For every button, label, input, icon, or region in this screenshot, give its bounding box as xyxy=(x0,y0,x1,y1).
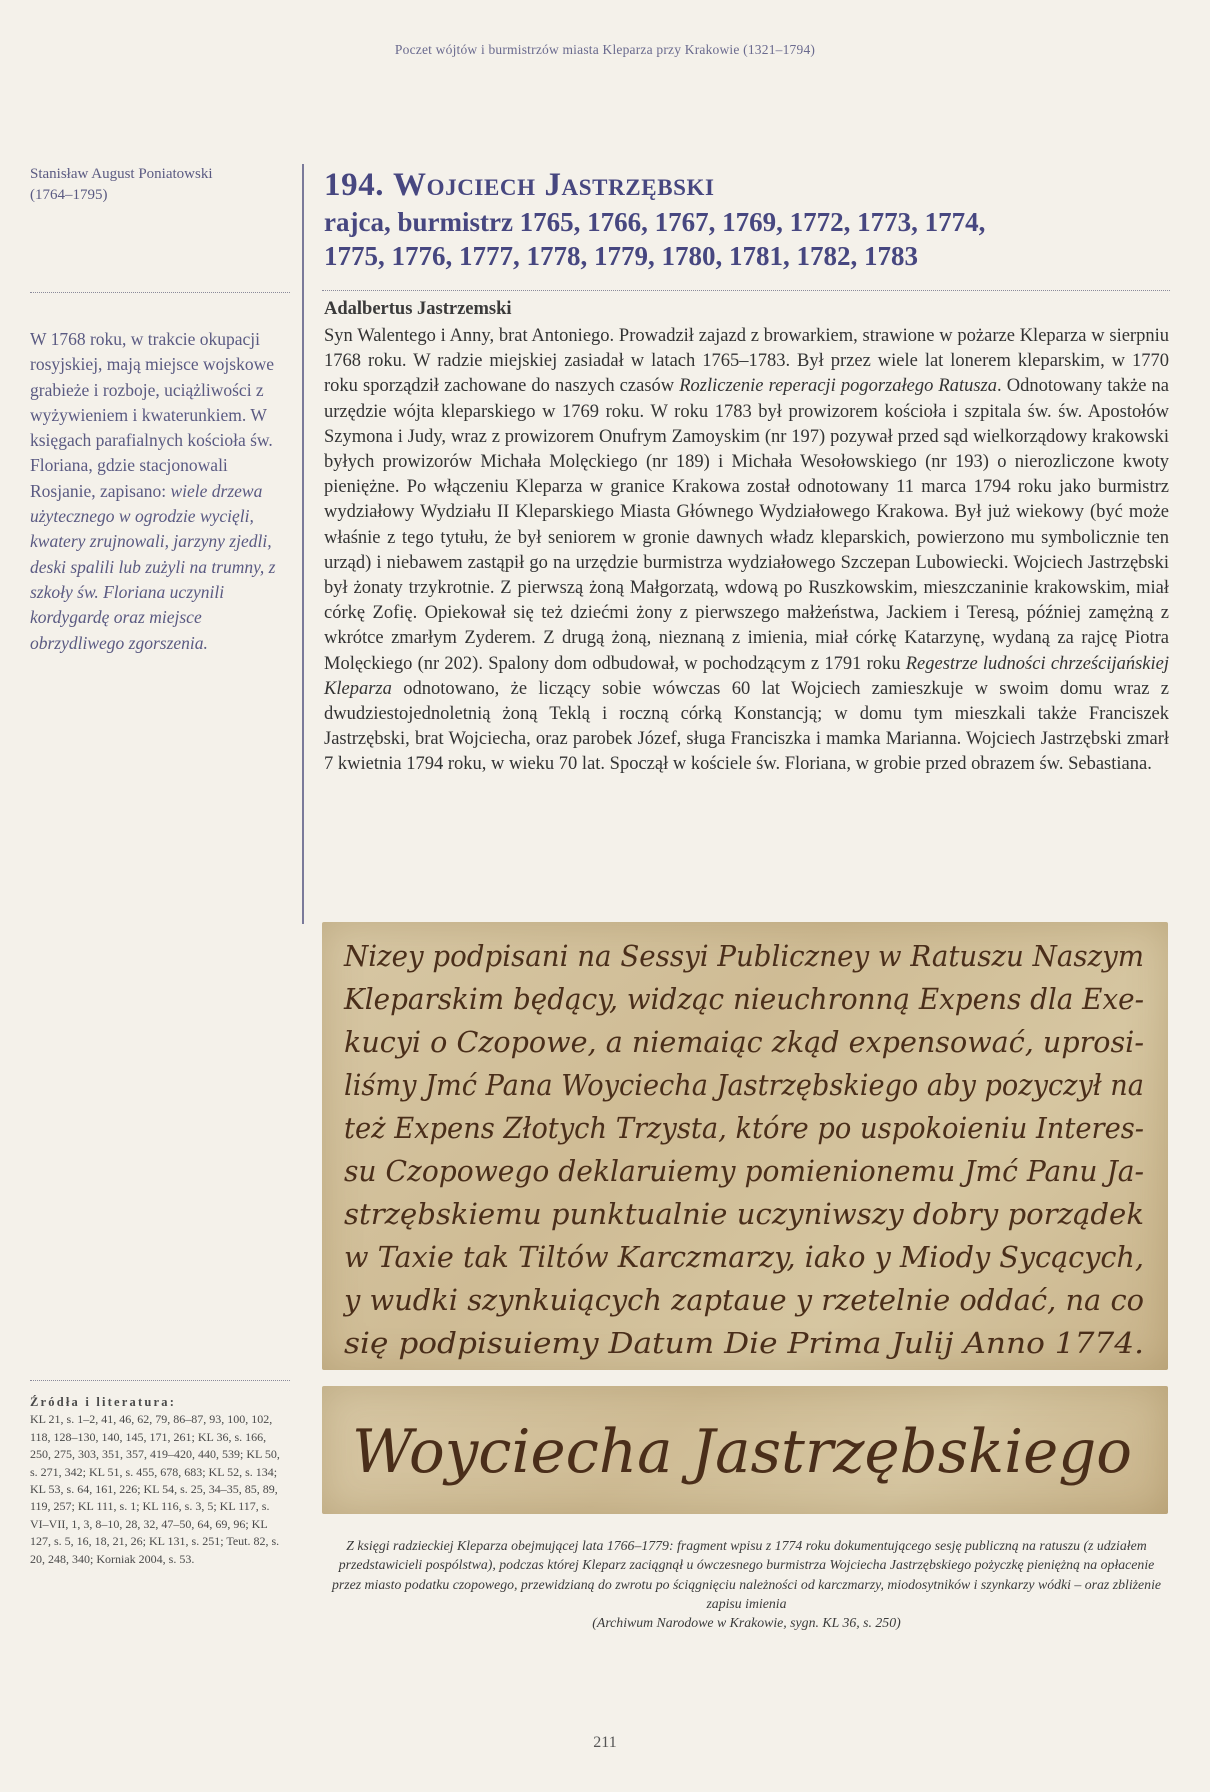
figure-caption xyxy=(324,1536,1169,1632)
entry-number: 194. xyxy=(324,167,385,203)
manuscript-line: Kleparskim będący, widząc nieuchronną Expens dla Exe- xyxy=(343,982,1144,1016)
signature-text: Woyciecha Jastrzębskiego xyxy=(352,1417,1132,1487)
entry-subtitle-line1: rajca, burmistrz 1765, 1766, 1767, 1769, 1772, 1773, 1774, xyxy=(324,207,986,237)
manuscript-line: kucyi o Czopowe, a niemaiąc zkąd expensować, uprosi- xyxy=(344,1025,1144,1059)
title-divider xyxy=(322,290,1170,291)
sources-title: Źródła i literatura: xyxy=(30,1395,177,1409)
latin-name: Adalbertus Jastrzemski xyxy=(324,299,512,319)
manuscript-image xyxy=(322,922,1168,1370)
historical-aside xyxy=(30,327,288,656)
entry-title xyxy=(324,166,1169,204)
sources-divider xyxy=(30,1380,290,1381)
aside-text: W 1768 roku, w trakcie okupacji rosyjskiej, mają miejsce wojskowe grabieże i rozboje, uciążliwości z wyżywieniem i kwaterunkiem. W księgach parafialnych kościoła św. Floriana, gdzie stacjonowali Rosjanie, zapisano: xyxy=(30,329,274,501)
signature-script xyxy=(322,1386,1168,1514)
margin-divider xyxy=(30,292,290,293)
aside-quote: wiele drzewa użytecznego w ogrodzie wycięli, kwatery zrujnowali, jarzyny zjedli, deski spalili lub zużyli na trumny, z szkoły św. Floriana uczynili kordygardę oraz miejsce obrzydliwego zgorszenia. xyxy=(30,480,276,653)
biography-part-2: . Odnotowany także na urzędzie wójta kleparskiego w 1769 roku. W roku 1783 był prowizorem kościoła i szpitala św. św. Apostołów Szymona i Judy, wraz z prowizorem Onufrym Zamoyskim (nr 197) pozywał przed sąd wielkorządowy krakowski byłych prowizorów Michała Molęckiego (nr 189) i Michała Wesołowskiego (nr 193) o nierozliczone kwoty pieniężne. Po włączeniu Kleparza w granice Krakowa został odnotowany 11 marca 1794 roku jako burmistrz wydziałowy Wydziału II Kleparskiego Miasta Głównego Wydziałowego Krakowa. Był już wiekowy (być może właśnie z tego tytułu, że był seniorem w gronie dawnych władz kleparskich, powierzono mu symbolicznie ten urząd) i niebawem zastąpił go na urzędzie burmistrza wydziałowego Szczepan Lubowiecki. Wojciech Jastrzębski był żonaty trzykrotnie. Z pierwszą żoną Małgorzatą, wdową po Ruszkowskim, mieszczaninie krakowskim, miał córkę Zofię. Opiekował się też dziećmi żony z pierwszego małżeństwa, Jackiem i Teresą, później zamężną z wkrótce zmarłym Zyderem. Z drugą żoną, nieznaną z imienia, miał córkę Katarzynę, wydaną za rajcę Piotra Molęckiego (nr 202). Spalony dom odbudował, w pochodzącym z 1791 roku xyxy=(324,376,1169,674)
entry-subtitle xyxy=(324,205,1169,273)
biography-italic-1: Rozliczenie reperacji pogorzałego Ratusza xyxy=(679,376,998,397)
sources-block xyxy=(30,1394,288,1568)
manuscript-line: Nizey podpisani na Sessyi Publiczney w Ratuszu Naszym xyxy=(343,939,1145,973)
manuscript-line: liśmy Jmć Pana Woyciecha Jastrzębskiego aby pozyczył na xyxy=(344,1068,1144,1102)
manuscript-line: y wudki szynkuiących zaptaue y rzetelnie oddać, na co xyxy=(342,1283,1144,1317)
running-head: Poczet wójtów i burmistrzów miasta Kleparza przy Krakowie (1321–1794) xyxy=(394,42,816,57)
manuscript-line: się podpisuiemy Datum Die Prima Julij Anno 1774. xyxy=(344,1326,1144,1360)
manuscript-line: su Czopowego deklaruiemy pomienionemu Jmć Panu Ja- xyxy=(344,1154,1144,1188)
entry-subtitle-line2: 1775, 1776, 1777, 1778, 1779, 1780, 1781, 1782, 1783 xyxy=(324,241,918,271)
biography-text xyxy=(324,324,1169,778)
sources-text: KL 21, s. 1–2, 41, 46, 62, 79, 86–87, 93, 100, 102, 118, 128–130, 140, 145, 171, 261; KL 36, s. 166, 250, 275, 303, 351, 357, 419–420, 440, 539; KL 50, s. 271, 342; KL 51, s. 455, 678, 683; KL 52, s. 134; KL 53, s. 64, 161, 226; KL 54, s. 25, 34–35, 85, 89, 119, 257; KL 111, s. 1; KL 116, s. 3, 5; KL 117, s. VI–VII, 1, 3, 8–10, 28, 32, 47–50, 64, 69, 96; KL 127, s. 5, 16, 18, 21, 26; KL 131, s. 251; Teut. 82, s. 20, 248, 340; Korniak 2004, s. 53. xyxy=(30,1412,280,1566)
manuscript-line: w Taxie tak Tiltów Karczmarzy, iako y Miody Sycących, xyxy=(344,1240,1144,1274)
entry-name: Wojciech Jastrzębski xyxy=(393,167,715,203)
page-number: 211 xyxy=(593,1734,617,1751)
biography-part-1: Syn Walentego i Anny, brat Antoniego. Prowadził zajazd z browarkiem, strawione w pożarze Kleparza w sierpniu 1768 roku. W radzie miejskiej zasiadał w latach 1765–1783. Był przez wiele lat lonerem kleparskim, w 1770 roku sporządził zachowane do naszych czasów xyxy=(324,326,1169,397)
column-rule xyxy=(302,164,304,924)
manuscript-line: też Expens Złotych Trzysta, które po uspokoieniu Interes- xyxy=(344,1111,1144,1145)
manuscript-script xyxy=(322,922,1168,1370)
monarch-name: Stanisław August Poniatowski xyxy=(30,166,213,182)
caption-text: Z księgi radzieckiej Kleparza obejmującej lata 1766–1779: fragment wpisu z 1774 roku dokumentującego sesję publiczną na ratuszu (z udziałem przedstawicieli pospólstwa), podczas której Kleparz zaciągnął u ówczesnego burmistrza Wojciecha Jastrzębskiego pożyczkę pieniężną na opłacenie przez miasto podatku czopowego, przewidzianą do zwrotu po ściągnięciu należności od karczmarzy, miodosytników i szynkarzy wódki – oraz zbliżenie zapisu imienia xyxy=(331,1538,1162,1611)
biography-italic-2: Regestrze ludności chrześcijańskiej Kleparza xyxy=(324,653,1169,699)
biography-part-3: odnotowano, że liczący sobie wówczas 60 lat Wojciech zamieszkuje w swoim domu wraz z dwudziestojednoletnią żoną Teklą i roczną córką Konstancją; w domu tym mieszkali także Franciszek Jastrzębski, brat Wojciecha, oraz parobek Józef, sługa Franciszka i mamka Marianna. Wojciech Jastrzębski zmarł 7 kwietnia 1794 roku, w wieku 70 lat. Spoczął w kościele św. Floriana, w grobie przed obrazem św. Sebastiana. xyxy=(324,678,1169,775)
caption-archive: (Archiwum Narodowe w Krakowie, sygn. KL 36, s. 250) xyxy=(592,1615,901,1631)
monarch-label xyxy=(30,164,288,206)
signature-closeup-image xyxy=(322,1386,1168,1514)
monarch-years: (1764–1795) xyxy=(30,187,108,203)
manuscript-line: strzębskiemu punktualnie uczyniwszy dobry porządek xyxy=(344,1197,1144,1231)
